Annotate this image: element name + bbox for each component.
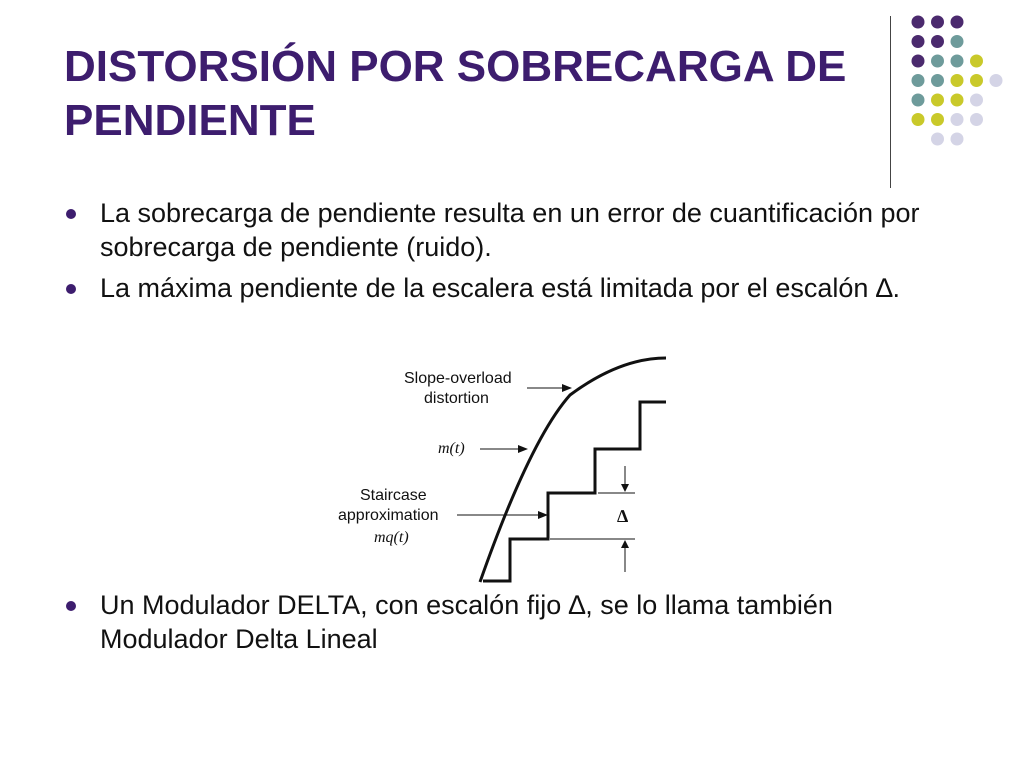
- decorative-dot: [912, 74, 925, 87]
- slope-overload-label-2: distortion: [424, 390, 489, 407]
- staircase-label-2: approximation: [338, 507, 439, 524]
- bullet-dot-icon: [66, 209, 76, 219]
- slope-overload-arrowhead: [562, 384, 572, 392]
- decorative-dot-grid: [0, 0, 1024, 180]
- mt-label: m(t): [438, 440, 465, 457]
- decorative-dot: [931, 74, 944, 87]
- decorative-dot: [931, 55, 944, 68]
- bullet-dot-icon: [66, 601, 76, 611]
- decorative-dot: [951, 55, 964, 68]
- signal-curve-mt: [480, 358, 666, 582]
- decorative-dot: [951, 133, 964, 146]
- slope-overload-label: Slope-overload: [404, 370, 512, 387]
- decorative-dot: [990, 74, 1003, 87]
- decorative-dot: [931, 94, 944, 107]
- staircase-approximation-line: [483, 402, 666, 581]
- decorative-dot: [931, 35, 944, 48]
- decorative-dot: [931, 16, 944, 29]
- delta-arrowhead-bottom: [621, 540, 629, 548]
- decorative-dot: [951, 113, 964, 126]
- decorative-dot: [931, 133, 944, 146]
- decorative-dot: [970, 94, 983, 107]
- decorative-dot: [951, 35, 964, 48]
- staircase-label: Staircase: [360, 487, 427, 504]
- decorative-dot: [912, 55, 925, 68]
- bullet-item: [64, 196, 924, 264]
- bullet-text: La máxima pendiente de la escalera está limitada por el escalón ∆.: [100, 273, 900, 303]
- decorative-dot: [912, 113, 925, 126]
- decorative-dot: [951, 16, 964, 29]
- slide-title: DISTORSIÓN POR SOBRECARGA DE PENDIENTE: [64, 42, 847, 145]
- mqt-label: mq(t): [374, 529, 409, 546]
- decorative-dot: [931, 113, 944, 126]
- bullet-dot-icon: [66, 284, 76, 294]
- slope-overload-diagram: [330, 350, 670, 585]
- decorative-dot: [951, 74, 964, 87]
- bullet-item: [64, 588, 960, 656]
- decorative-dot: [912, 16, 925, 29]
- decorative-dot: [970, 113, 983, 126]
- decorative-dot: [912, 35, 925, 48]
- delta-label: ∆: [617, 506, 629, 526]
- decorative-dot: [912, 94, 925, 107]
- decorative-dot: [970, 55, 983, 68]
- bullet-text: La sobrecarga de pendiente resulta en un error de cuantificación por sobrecarga de pendiente (ruido).: [100, 198, 920, 262]
- mt-arrowhead: [518, 445, 528, 453]
- bullet-text: Un Modulador DELTA, con escalón fijo ∆, se lo llama también Modulador Delta Lineal: [100, 590, 833, 654]
- decorative-dot: [970, 74, 983, 87]
- decorative-dot: [951, 94, 964, 107]
- bullet-item: [64, 271, 924, 305]
- delta-arrowhead-top: [621, 484, 629, 492]
